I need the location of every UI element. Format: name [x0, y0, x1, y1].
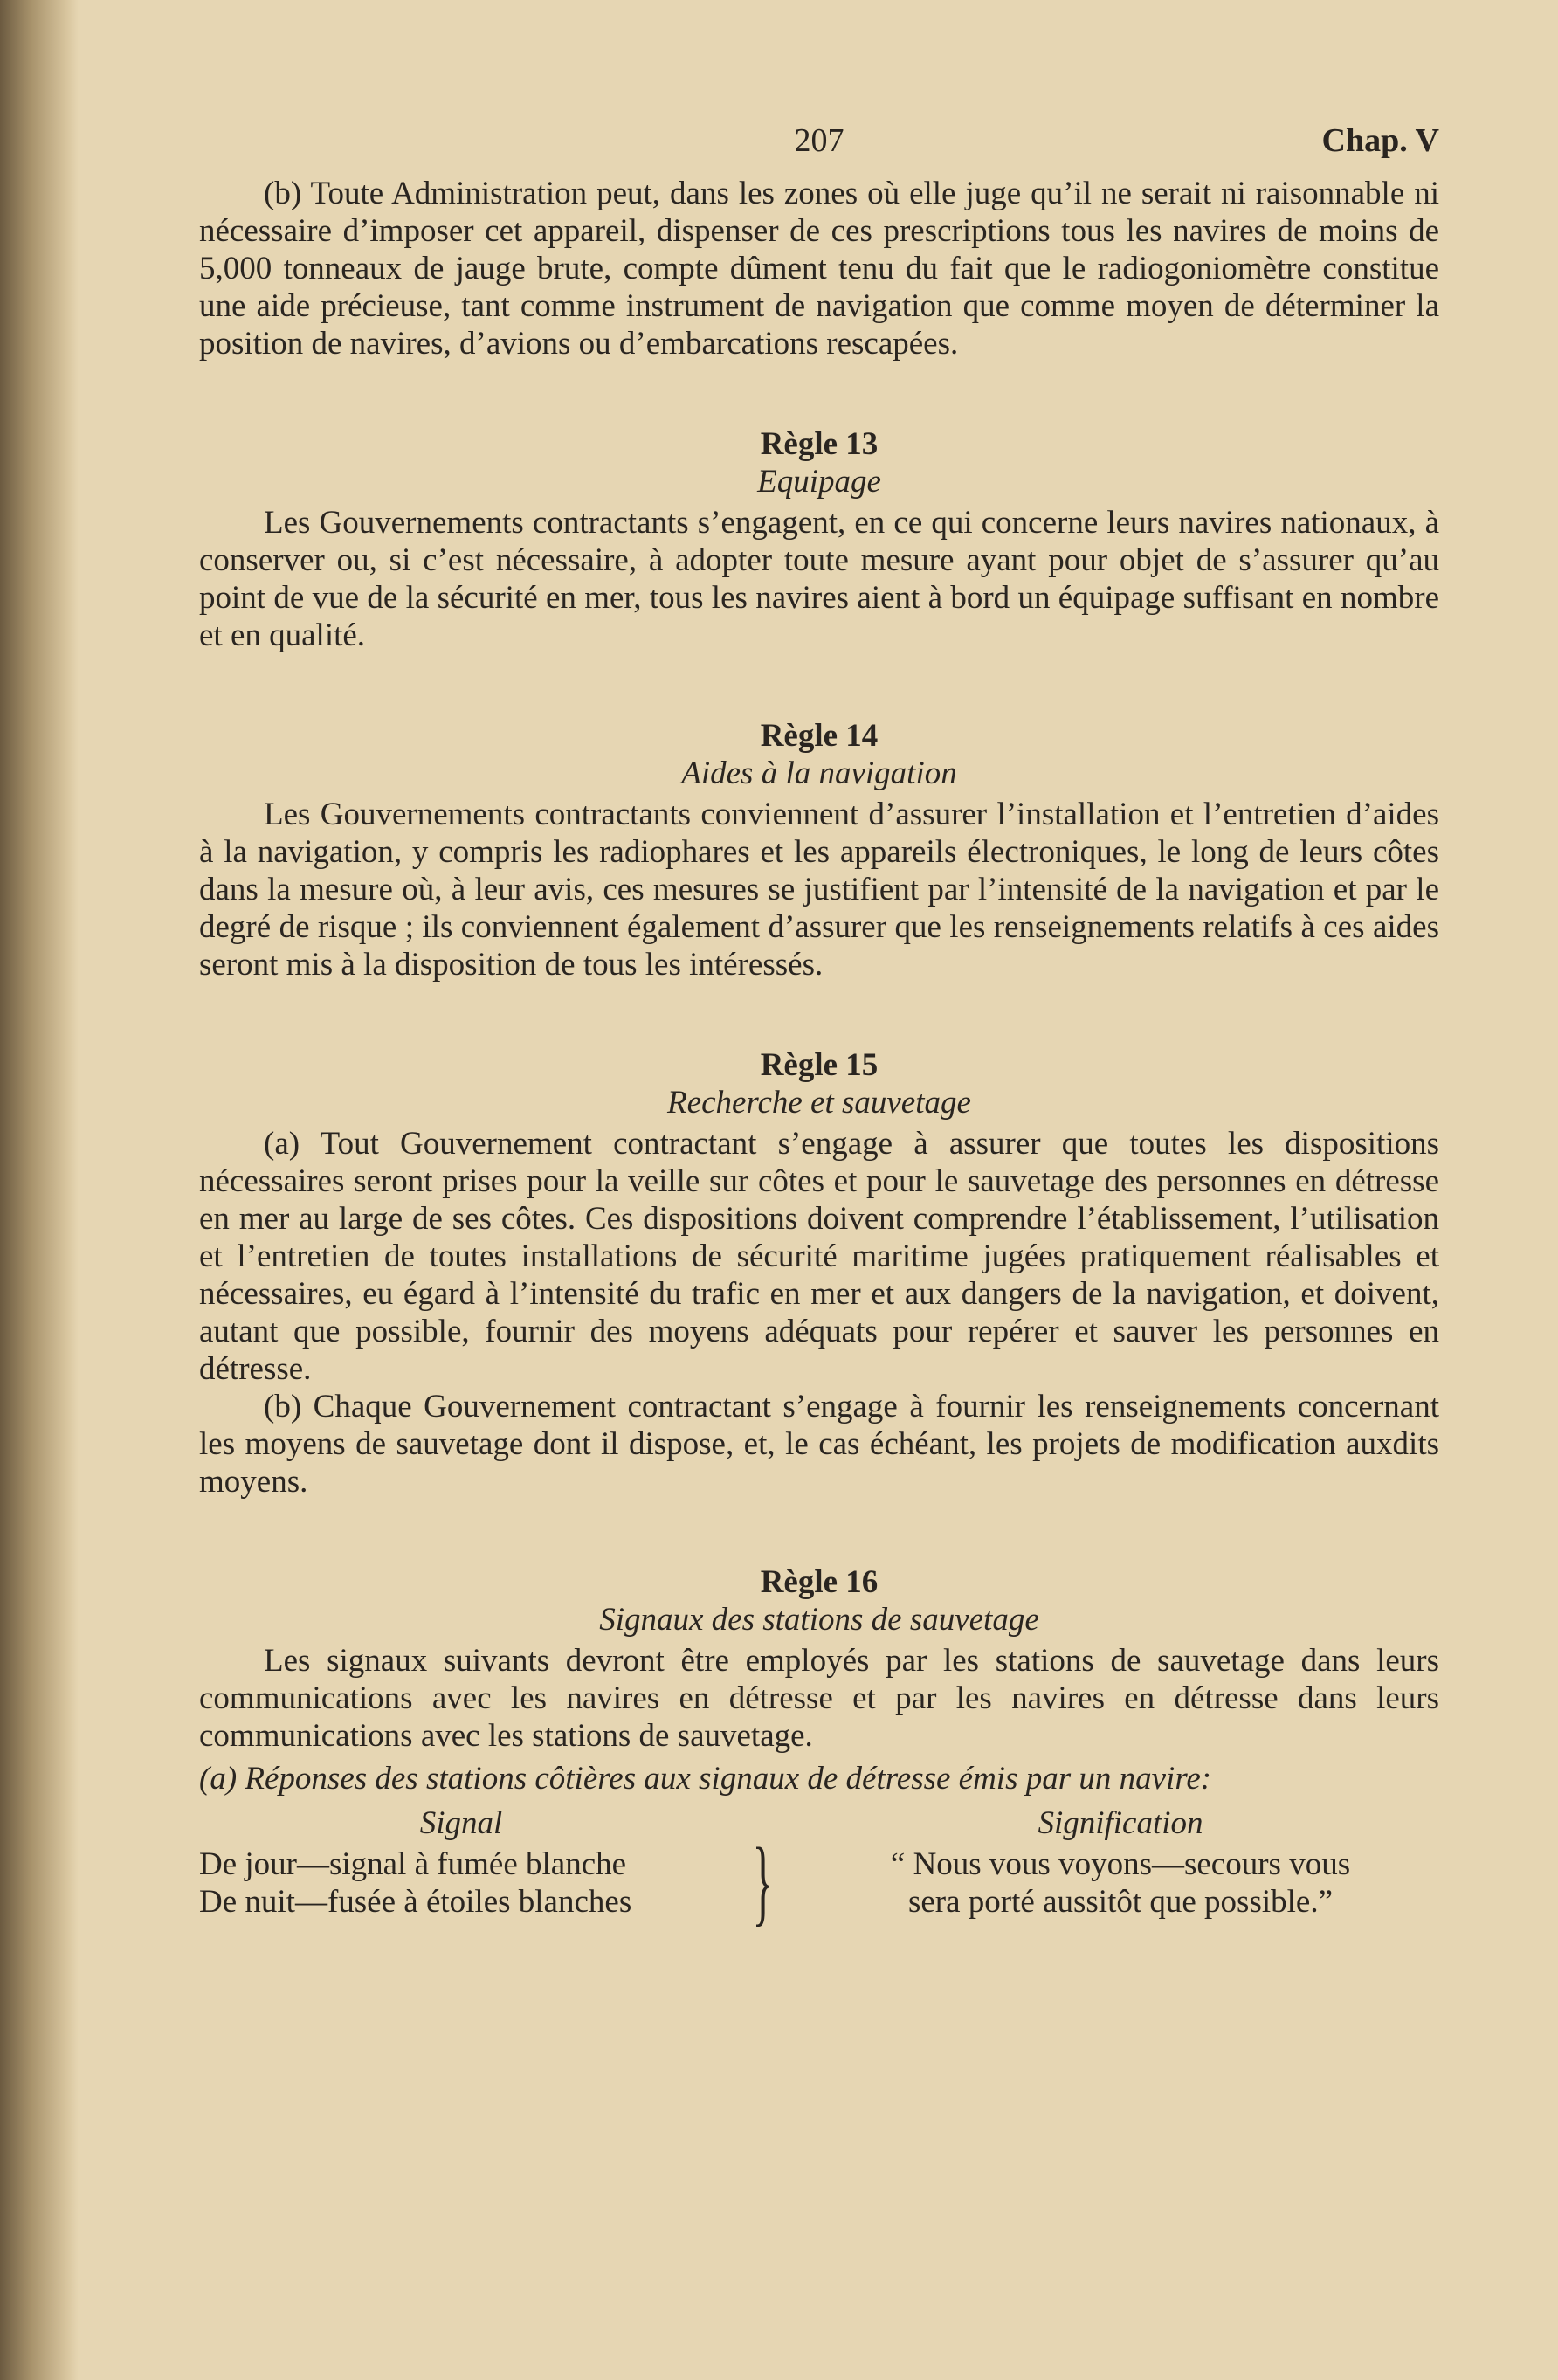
signal-night: De nuit—fusée à étoiles blanches [199, 1884, 632, 1920]
regle-13-subtitle: Equipage [757, 464, 881, 500]
regle-14-text: Les Gouvernements contractants conviennent d’assurer l’installation et l’entretien d’aides à la navigation, y compris les radiophares et les appareils électroniques, le long de leurs côtes dans la mesure où, à leur avis, ces mesures se justifient par l’intensité de la navigation et par le degré de risque ; ils conviennent également d’assurer que les renseignements relatifs à ces aides seront mis à la disposition de tous les intéressés. [199, 797, 1439, 983]
signification-column-header: Signification [1038, 1805, 1203, 1841]
document-page [199, 122, 1439, 1935]
regle-16-section [199, 1563, 1439, 1935]
regle-13-title: Règle 13 [760, 426, 879, 462]
regle-15-title: Règle 15 [760, 1047, 879, 1083]
signification-column [802, 1804, 1439, 1921]
signification-line-1: “ Nous vous voyons—secours vous [890, 1846, 1351, 1882]
regle-16-title: Règle 16 [760, 1564, 879, 1600]
regle-16-subtitle: Signaux des stations de sauvetage [599, 1602, 1039, 1638]
regle-15-text-b: (b) Chaque Gouvernement contractant s’engage à fournir les renseignements concernant les moyens de sauvetage dont il dispose, et, le cas échéant, les projets de modification auxdits moyens. [199, 1389, 1439, 1500]
paragraph-b-intro: (b) Toute Administration peut, dans les zones où elle juge qu’il ne serait ni raisonnable ni nécessaire d’imposer cet appareil, dispenser de ces prescriptions tous les navires de moins de 5,000 tonneaux de jauge brute, compte dûment tenu du fait que le radiogoniomètre constitue une aide précieuse, tant comme instrument de navigation que comme moyen de déterminer la position de navires, d’avions ou d’embarcations rescapées. [199, 176, 1439, 362]
regle-15-section [199, 1046, 1439, 1500]
signal-column-header: Signal [419, 1805, 503, 1841]
page-header [199, 122, 1439, 175]
chapter-label: Chap. V [1321, 122, 1439, 159]
signification-line-2: sera porté aussitôt que possible.” [907, 1884, 1334, 1920]
regle-15-text-a: (a) Tout Gouvernement contractant s’engage à assurer que toutes les dispositions nécessaires seront prises pour la veille sur côtes et pour le sauvetage des personnes en détresse en mer au large de ses côtes. Ces dispositions doivent comprendre l’établissement, l’utilisation et l’entretien de toutes installations de sécurité maritime jugées pratiquement réalisables et nécessaires, eu égard à l’intensité du trafic en mer et aux dangers de la navigation, et doivent, autant que possible, fournir des moyens adéquats pour repérer et sauver les personnes en détresse. [199, 1126, 1439, 1387]
signal-table [199, 1804, 1439, 1935]
regle-16-text: Les signaux suivants devront être employés par les stations de sauvetage dans leurs communications avec les navires en détresse et par les navires en détresse dans leurs communications avec les stations de sauvetage. [199, 1643, 1439, 1754]
regle-14-section [199, 717, 1439, 983]
regle-16-section-a: (a) Réponses des stations côtières aux signaux de détresse émis par un navire: [199, 1761, 1212, 1797]
regle-13-text: Les Gouvernements contractants s’engagent, en ce qui concerne leurs navires nationaux, à conserver ou, si c’est nécessaire, à adopter toute mesure ayant pour objet de s’assurer qu’au point de vue de la sécurité en mer, tous les navires aient à bord un équipage suffisant en nombre et en qualité. [199, 505, 1439, 653]
signal-column [199, 1804, 723, 1921]
regle-14-subtitle: Aides à la navigation [681, 755, 957, 791]
book-gutter-shadow [0, 0, 79, 2380]
regle-15-subtitle: Recherche et sauvetage [667, 1085, 971, 1121]
regle-14-title: Règle 14 [760, 718, 879, 754]
brace-icon: } [752, 1828, 773, 1935]
page-number: 207 [794, 122, 844, 159]
regle-13-section [199, 425, 1439, 654]
signal-day: De jour—signal à fumée blanche [199, 1846, 627, 1882]
